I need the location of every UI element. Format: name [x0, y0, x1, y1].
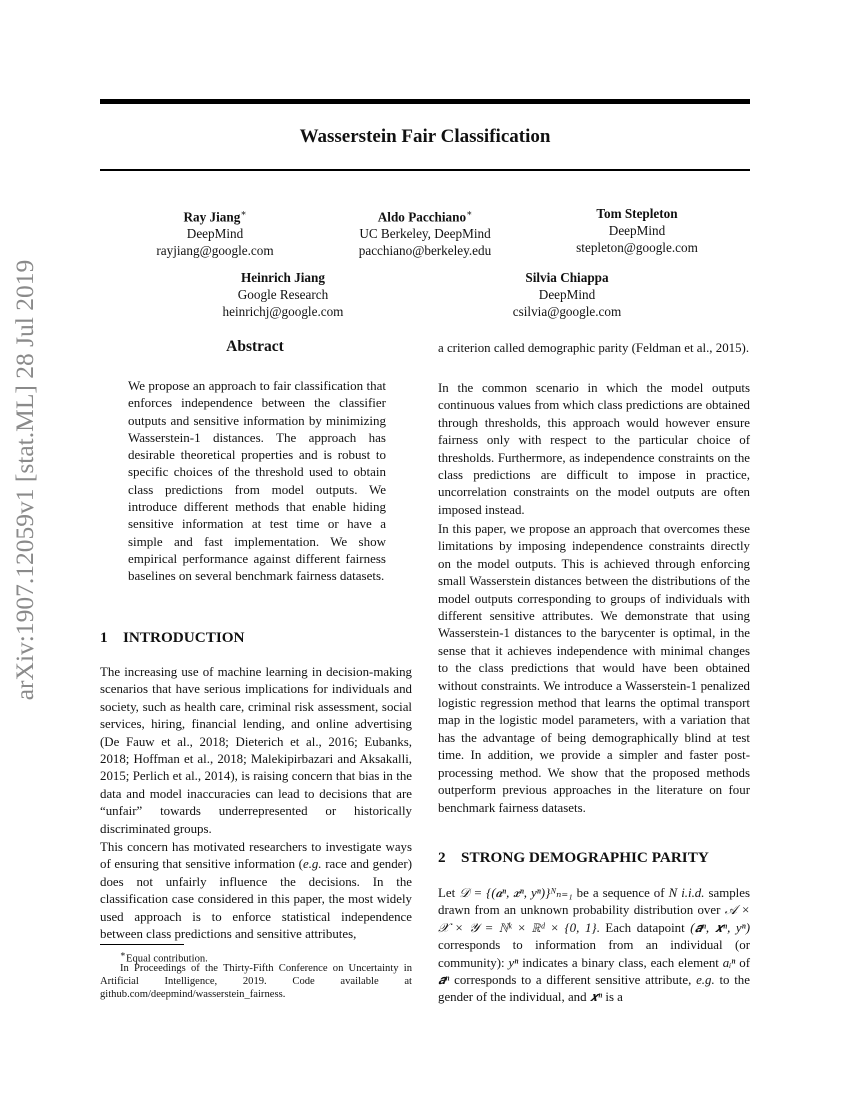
text-run: samples drawn from an unknown probability distribution over — [438, 886, 751, 918]
sdp-paragraph-1 — [438, 885, 750, 1007]
author-email: rayjiang@google.com — [156, 243, 274, 259]
author-affiliation: DeepMind — [538, 287, 596, 302]
abstract-text: We propose an approach to fair classification that enforces independence between the classifier outputs and sensitive information by minimizing Wasserstein-1 distances. The approach has desirable theoretical properties and is robust to specific choices of the threshold used to obtain class predictions from model outputs. We introduce different methods that enable hiding sensitive information at test time or have a simple and fast implementation. We show empirical performance against different fairness baselines on several benchmark fairness datasets. — [128, 378, 386, 584]
author-name: Tom Stepleton — [596, 206, 678, 221]
equal-contribution-mark: ∗ — [240, 208, 247, 218]
italic-run: e.g. — [696, 973, 715, 988]
text-run: is a — [602, 990, 623, 1005]
math-a-vector: 𝒂ⁿ — [438, 973, 450, 988]
text-run: Let — [438, 886, 460, 900]
author-name: Silvia Chiappa — [525, 270, 609, 285]
title-bottom-rule — [100, 169, 750, 171]
italic-run: i.i.d. — [681, 886, 705, 900]
text-run: corresponds to a different sensitive attribute, — [449, 973, 697, 988]
math-y: yⁿ — [508, 955, 519, 970]
math-dataset: 𝒟 = {(𝒂ⁿ, 𝒙ⁿ, yⁿ)}ᴺₙ₌₁ — [459, 886, 573, 900]
text-run: of — [735, 955, 750, 970]
section-title: INTRODUCTION — [123, 629, 245, 646]
equal-contribution-mark: ∗ — [466, 208, 473, 218]
author-block-1 — [105, 205, 325, 259]
text-run: This concern has motivated researchers to investigate ways of ensuring that sensitive information ( — [100, 840, 412, 872]
math-tuple: (𝒂ⁿ, 𝒙ⁿ, yⁿ) — [690, 920, 750, 935]
text-run: indicates a binary class, each element — [518, 955, 723, 970]
text-run: . Each datapoint — [596, 920, 691, 935]
author-block-4 — [173, 269, 393, 320]
text-run: to the gender of the individual, and — [438, 973, 750, 1005]
author-affiliation: UC Berkeley, DeepMind — [359, 226, 491, 242]
section-title: STRONG DEMOGRAPHIC PARITY — [461, 849, 709, 866]
math-x-vector: 𝒙ⁿ — [589, 990, 603, 1005]
section-heading-introduction — [100, 629, 245, 647]
intro-paragraph-continued: a criterion called demographic parity (Feldman et al., 2015). — [438, 341, 750, 355]
footnote-mark: ∗ — [120, 949, 127, 959]
author-name: Ray Jiang — [183, 209, 241, 225]
author-affiliation: Google Research — [237, 287, 329, 302]
intro-paragraph-2 — [100, 839, 412, 943]
text-run: race and gender) does not unfairly influence the decisions. In the classification case considered in this paper, the most widely used approach is to enforce statistical independence between class predictions and sensitive attributes, — [100, 857, 412, 942]
section-number: 1 — [100, 629, 108, 646]
intro-paragraph-3: In the common scenario in which the model outputs continuous values from which class predictions are obtained through thresholds, this approach would however ensure fairness only with respect to the particular choice of thresholds. Furthermore, as independence constraints on the class predictions are difficult to impose in practice, uncorrelation constraints on the model outputs are often imposed instead. — [438, 381, 750, 517]
text-run: corresponds to information from an individual (or community): — [438, 938, 750, 970]
math-a-element: aᵢⁿ — [722, 955, 736, 970]
abstract-heading: Abstract — [226, 338, 284, 355]
arxiv-id-text: arXiv:1907.12059v1 [stat.ML] 28 Jul 2019 — [10, 259, 39, 701]
author-affiliation: DeepMind — [186, 226, 244, 242]
footnote-proceedings: In Proceedings of the Thirty-Fifth Conference on Uncertainty in Artificial Intelligence, 2019. Code available at github.com/deepmind/wasserstein_fairness. — [100, 963, 412, 1001]
title-top-rule — [100, 99, 750, 104]
author-affiliation: DeepMind — [608, 223, 666, 238]
intro-paragraph-4: In this paper, we propose an approach that overcomes these limitations by imposing independence constraints directly on the model outputs. This is achieved through enforcing small Wasserstein distances between the distributions of the model outputs corresponding to groups of individuals with different sensitive attributes. We demonstrate that using Wasserstein-1 distances to the barycenter is optimal, in the sense that it achieves independence with minimal changes to the class predictions that would have been obtained without constraints. We introduce a Wasserstein-1 penalized logistic regression method that learns the optimal transport map in the logistic model parameters, with a variation that has the advantage of being demographically blind at test time. In addition, we provide a simpler and faster post-processing method. We show that the proposed methods outperform previous approaches in the literature on four benchmark fairness datasets. — [438, 522, 750, 815]
arxiv-stamp — [2, 250, 48, 710]
section-heading-strong-demographic-parity — [438, 849, 709, 867]
author-name: Heinrich Jiang — [241, 270, 325, 285]
author-email: pacchiano@berkeley.edu — [358, 243, 492, 259]
author-email: csilvia@google.com — [512, 304, 622, 319]
paper-title: Wasserstein Fair Classification — [299, 126, 551, 147]
author-block-2 — [315, 205, 535, 259]
author-name: Aldo Pacchiano — [377, 209, 467, 225]
author-email: heinrichj@google.com — [222, 304, 344, 319]
intro-paragraph-1: The increasing use of machine learning in decision-making scenarios that have serious implications for individuals and society, such as health care, criminal risk assessment, social services, hiring, financial lending, and online advertising (De Fauw et al., 2018; Dieterich et al., 2016; Eubanks, 2018; Hoffman et al., 2018; Malekipirbazari and Aksakalli, 2015; Perlich et al., 2014), is raising concern that bias in the data and model inaccuracies can lead to decisions that are “unfair” towards underrepresented or historically discriminated groups. — [100, 665, 412, 836]
footnote-rule — [100, 944, 184, 945]
author-block-5 — [457, 269, 677, 320]
footnote-text: Equal contribution. — [126, 953, 208, 965]
author-block-3 — [527, 205, 747, 256]
section-number: 2 — [438, 849, 446, 866]
math-space: 𝒜 × 𝒳 × 𝒴 = ℕᵏ × ℝᵈ × {0, 1} — [438, 903, 750, 935]
math-n: N — [668, 886, 678, 900]
italic-run: e.g. — [302, 857, 322, 872]
author-email: stepleton@google.com — [576, 240, 698, 255]
text-run: be a sequence of — [572, 886, 669, 900]
